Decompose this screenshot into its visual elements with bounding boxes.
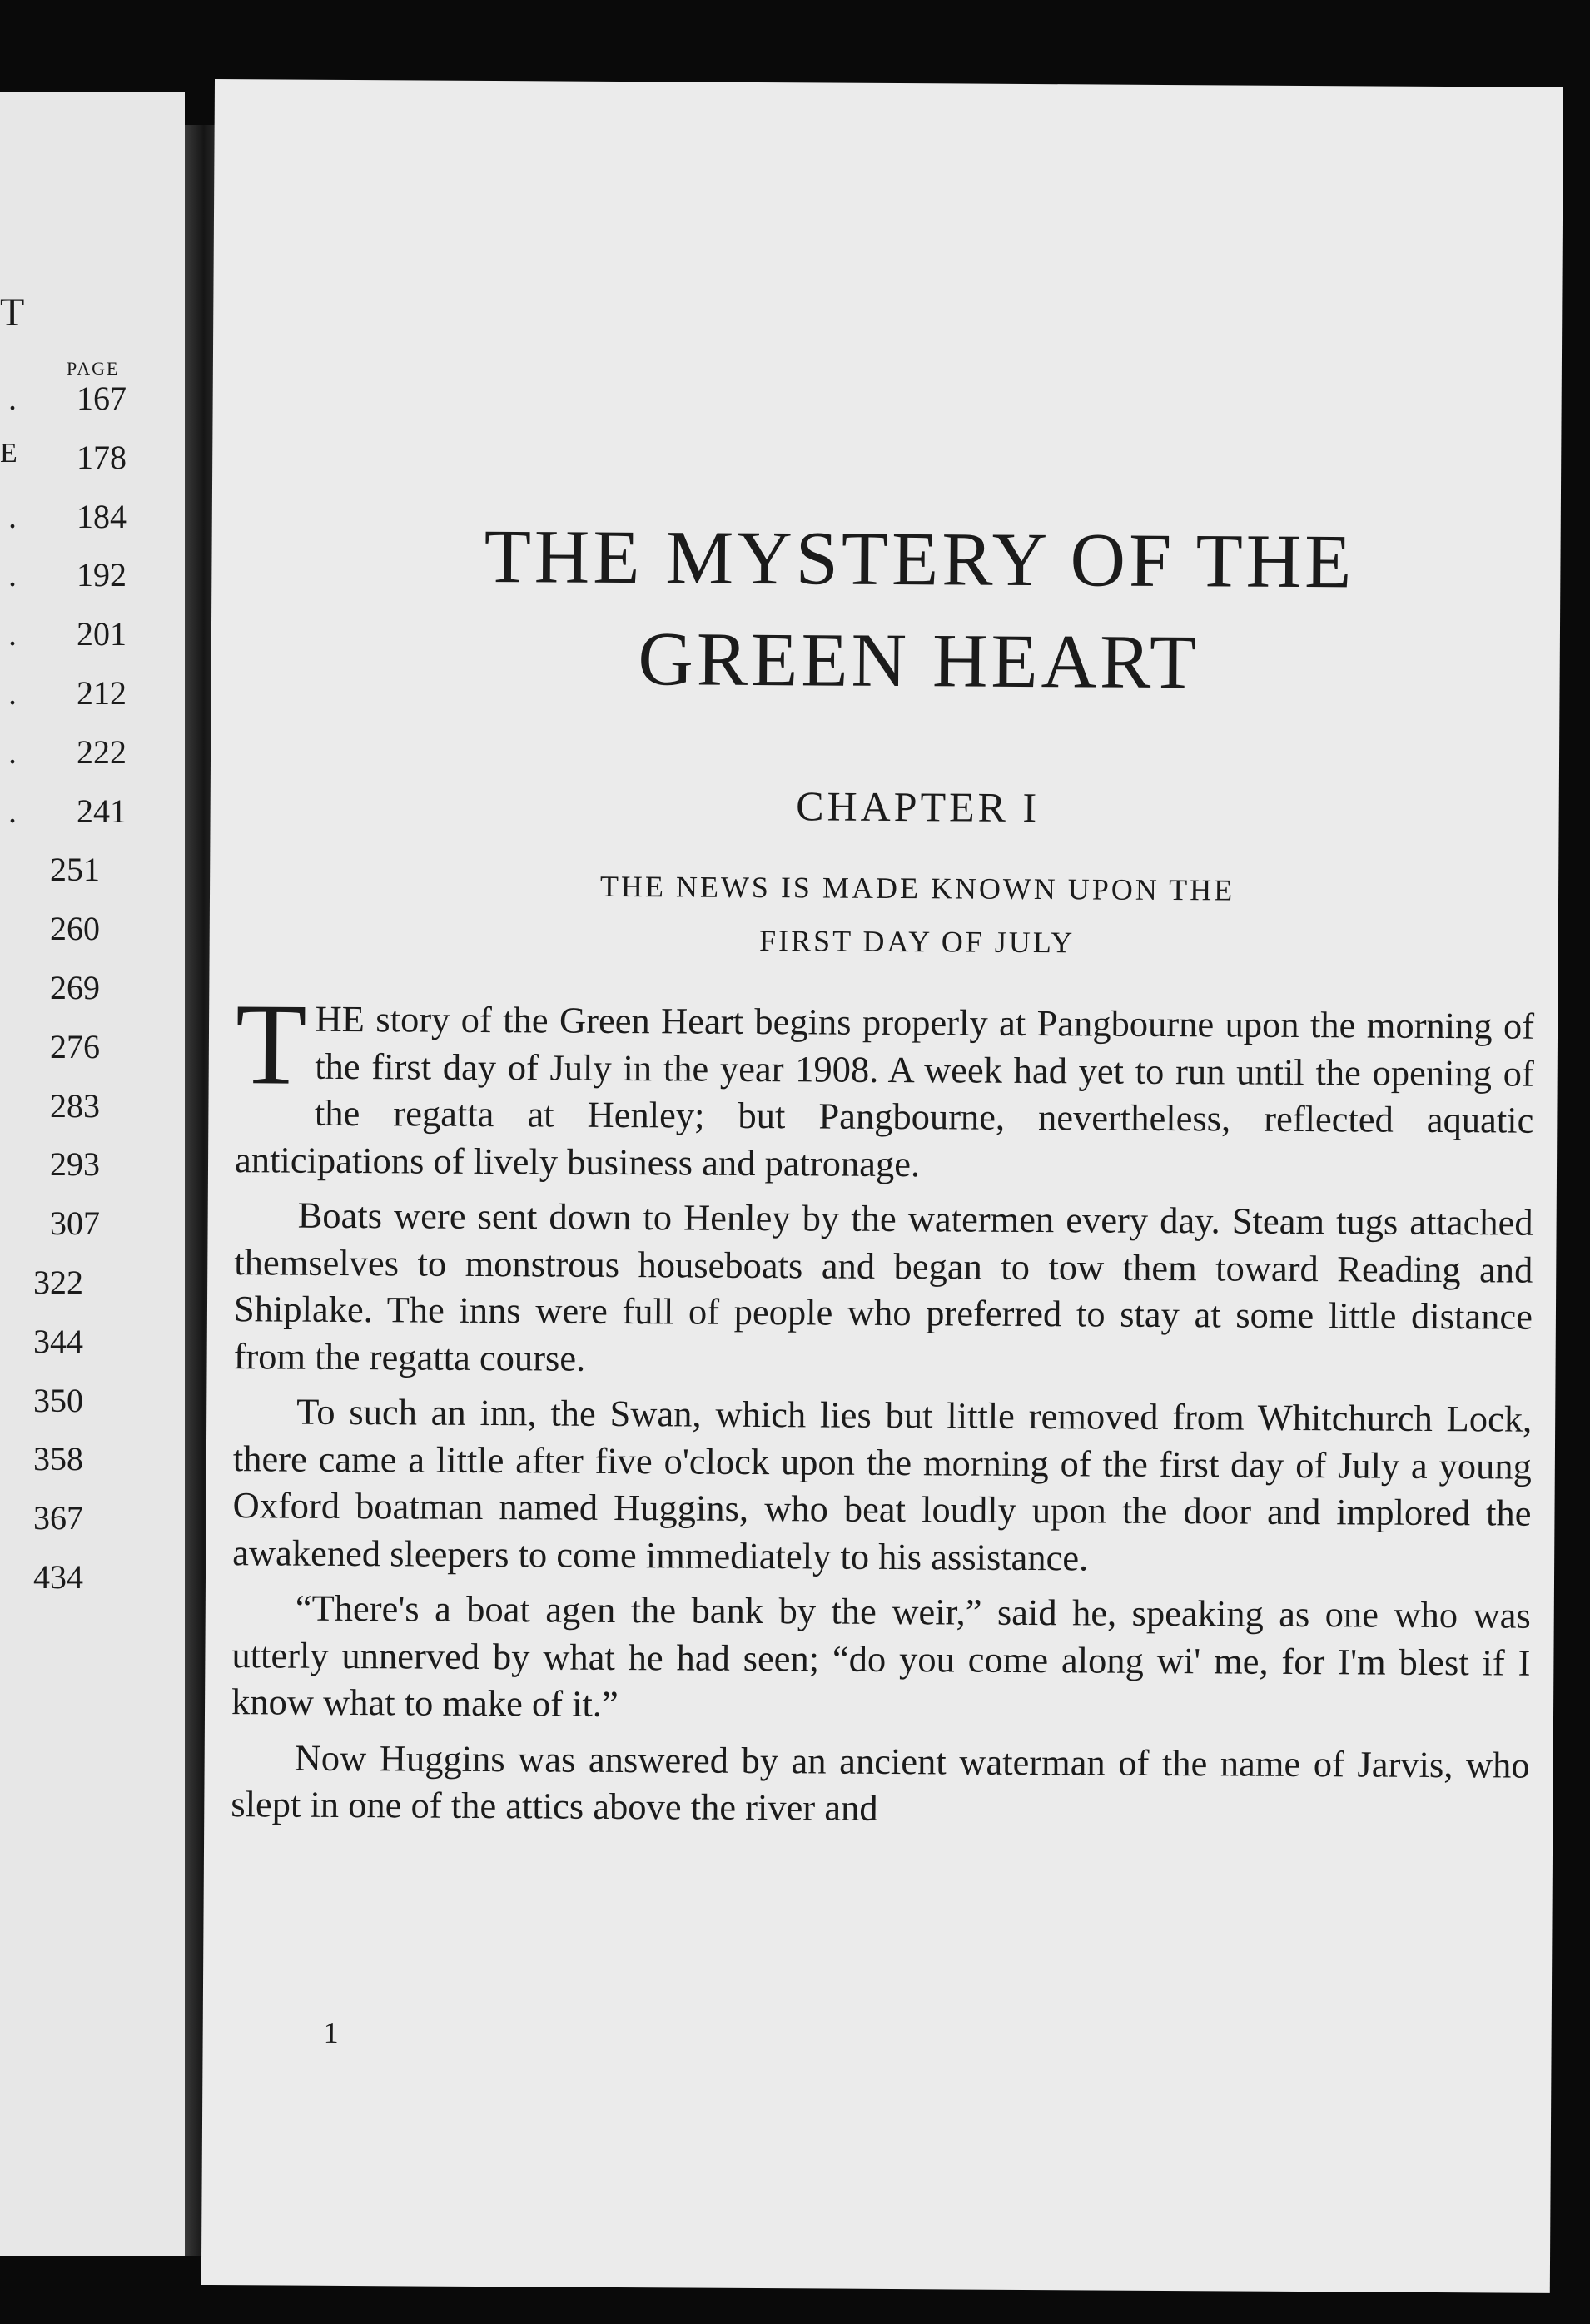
- contents-entry-page: 251: [50, 851, 100, 889]
- contents-entry-page: 212: [77, 674, 127, 712]
- chapter-body: [231, 980, 1535, 1844]
- contents-entry-page: 344: [33, 1322, 83, 1360]
- contents-entry-page: 178: [77, 438, 127, 476]
- paragraph-text: HE story of the Green Heart begins properly at Pangbourne upon the morning of the first day of July in the year 1908. A week had yet to run until the opening of the regatta at Henley; but Pangbourne, nevertheless, reflected aquatic anticipations of lively business and patronage.: [234, 997, 1535, 1184]
- contents-entry-page: 358: [33, 1440, 83, 1478]
- contents-entry-page: 167: [77, 380, 127, 417]
- chapter-title: [426, 859, 1409, 971]
- contents-entry: [0, 438, 166, 496]
- contents-entry: [0, 379, 166, 437]
- right-page: [201, 79, 1563, 2293]
- contents-entry-lead: .: [8, 556, 17, 594]
- book-title-line-1: THE MYSTERY OF THE: [484, 513, 1355, 604]
- left-page-heading-fragment: T: [0, 290, 25, 335]
- chapter-title-line-2: FIRST DAY OF JULY: [758, 924, 1076, 960]
- contents-entry: [0, 1498, 166, 1557]
- contents-entry: [0, 614, 166, 673]
- contents-entry: [0, 792, 166, 850]
- book-title-line-2: GREEN HEART: [638, 616, 1200, 705]
- book-title: [327, 504, 1510, 715]
- contents-entry-lead: .: [8, 497, 17, 535]
- contents-entry-lead: .: [8, 380, 17, 417]
- contents-entry-lead: E: [0, 437, 17, 469]
- contents-entry: [0, 555, 166, 613]
- left-page: [0, 92, 185, 2256]
- contents-entry: [0, 1322, 166, 1380]
- contents-entry: [0, 1027, 166, 1085]
- chapter-heading: CHAPTER I: [796, 782, 1041, 832]
- paragraph: [234, 980, 1535, 1191]
- contents-entry-lead: .: [8, 732, 17, 771]
- contents-entry-page: 192: [77, 556, 127, 594]
- contents-entry-page: 184: [77, 497, 127, 535]
- contents-entry-page: 283: [50, 1086, 100, 1125]
- contents-entry: [0, 1086, 166, 1145]
- contents-entry-page: 322: [33, 1264, 83, 1301]
- paragraph: “There's a boat agen the bank by the weir,” said he, speaking as one who was utterly unnerved by what he had seen; “do you come along wi' me, for I'm blest if I know what to make of it.”: [231, 1587, 1531, 1725]
- contents-entry-page: 222: [77, 732, 127, 771]
- contents-entry-page: 293: [50, 1145, 100, 1184]
- contents-entry-page: 241: [77, 792, 127, 830]
- contents-entry-page: 260: [50, 910, 100, 948]
- drop-cap: T: [235, 980, 307, 1110]
- contents-entry-page: 269: [50, 969, 100, 1006]
- contents-entry-page: 434: [33, 1558, 83, 1596]
- contents-entry-page: 350: [33, 1381, 83, 1419]
- paragraph: Now Huggins was answered by an ancient waterman of the name of Jarvis, who slept in one of the attics above the river and: [231, 1736, 1530, 1829]
- contents-entry: [0, 850, 166, 908]
- paragraph: Boats were sent down to Henley by the watermen every day. Steam tugs attached themselves to monstrous houseboats and began to tow them toward Reading and Shiplake. The inns were full of people who preferred to stay at some little distance from the regatta course.: [233, 1194, 1533, 1379]
- contents-entry-lead: .: [8, 615, 17, 653]
- paragraph: To such an inn, the Swan, which lies but little removed from Whitchurch Lock, there came a little after five o'clock upon the morning of the first day of July a young Oxford boatman named Huggins, who beat loudly upon the door and implored the awakened sleepers to come immediately to his assistance.: [232, 1390, 1533, 1578]
- contents-entry: [0, 1204, 166, 1262]
- contents-entry: [0, 732, 166, 791]
- chapter-title-line-1: THE NEWS IS MADE KNOWN UPON THE: [599, 869, 1235, 907]
- contents-entry: [0, 909, 166, 967]
- contents-entry: [0, 497, 166, 555]
- page-column-label: PAGE: [67, 358, 120, 379]
- page-number: 1: [323, 2015, 339, 2049]
- contents-entry-page: 276: [50, 1027, 100, 1065]
- contents-entry: [0, 1263, 166, 1321]
- contents-entry-page: 307: [50, 1204, 100, 1243]
- contents-entry: [0, 1145, 166, 1203]
- contents-entry-lead: .: [8, 674, 17, 712]
- contents-entry: [0, 1439, 166, 1497]
- contents-entry-page: 367: [33, 1499, 83, 1537]
- contents-entry: [0, 1381, 166, 1439]
- contents-entry: [0, 968, 166, 1026]
- contents-entry-lead: .: [8, 792, 17, 830]
- contents-entry: [0, 673, 166, 732]
- contents-entry: [0, 1557, 166, 1616]
- contents-entry-page: 201: [77, 615, 127, 653]
